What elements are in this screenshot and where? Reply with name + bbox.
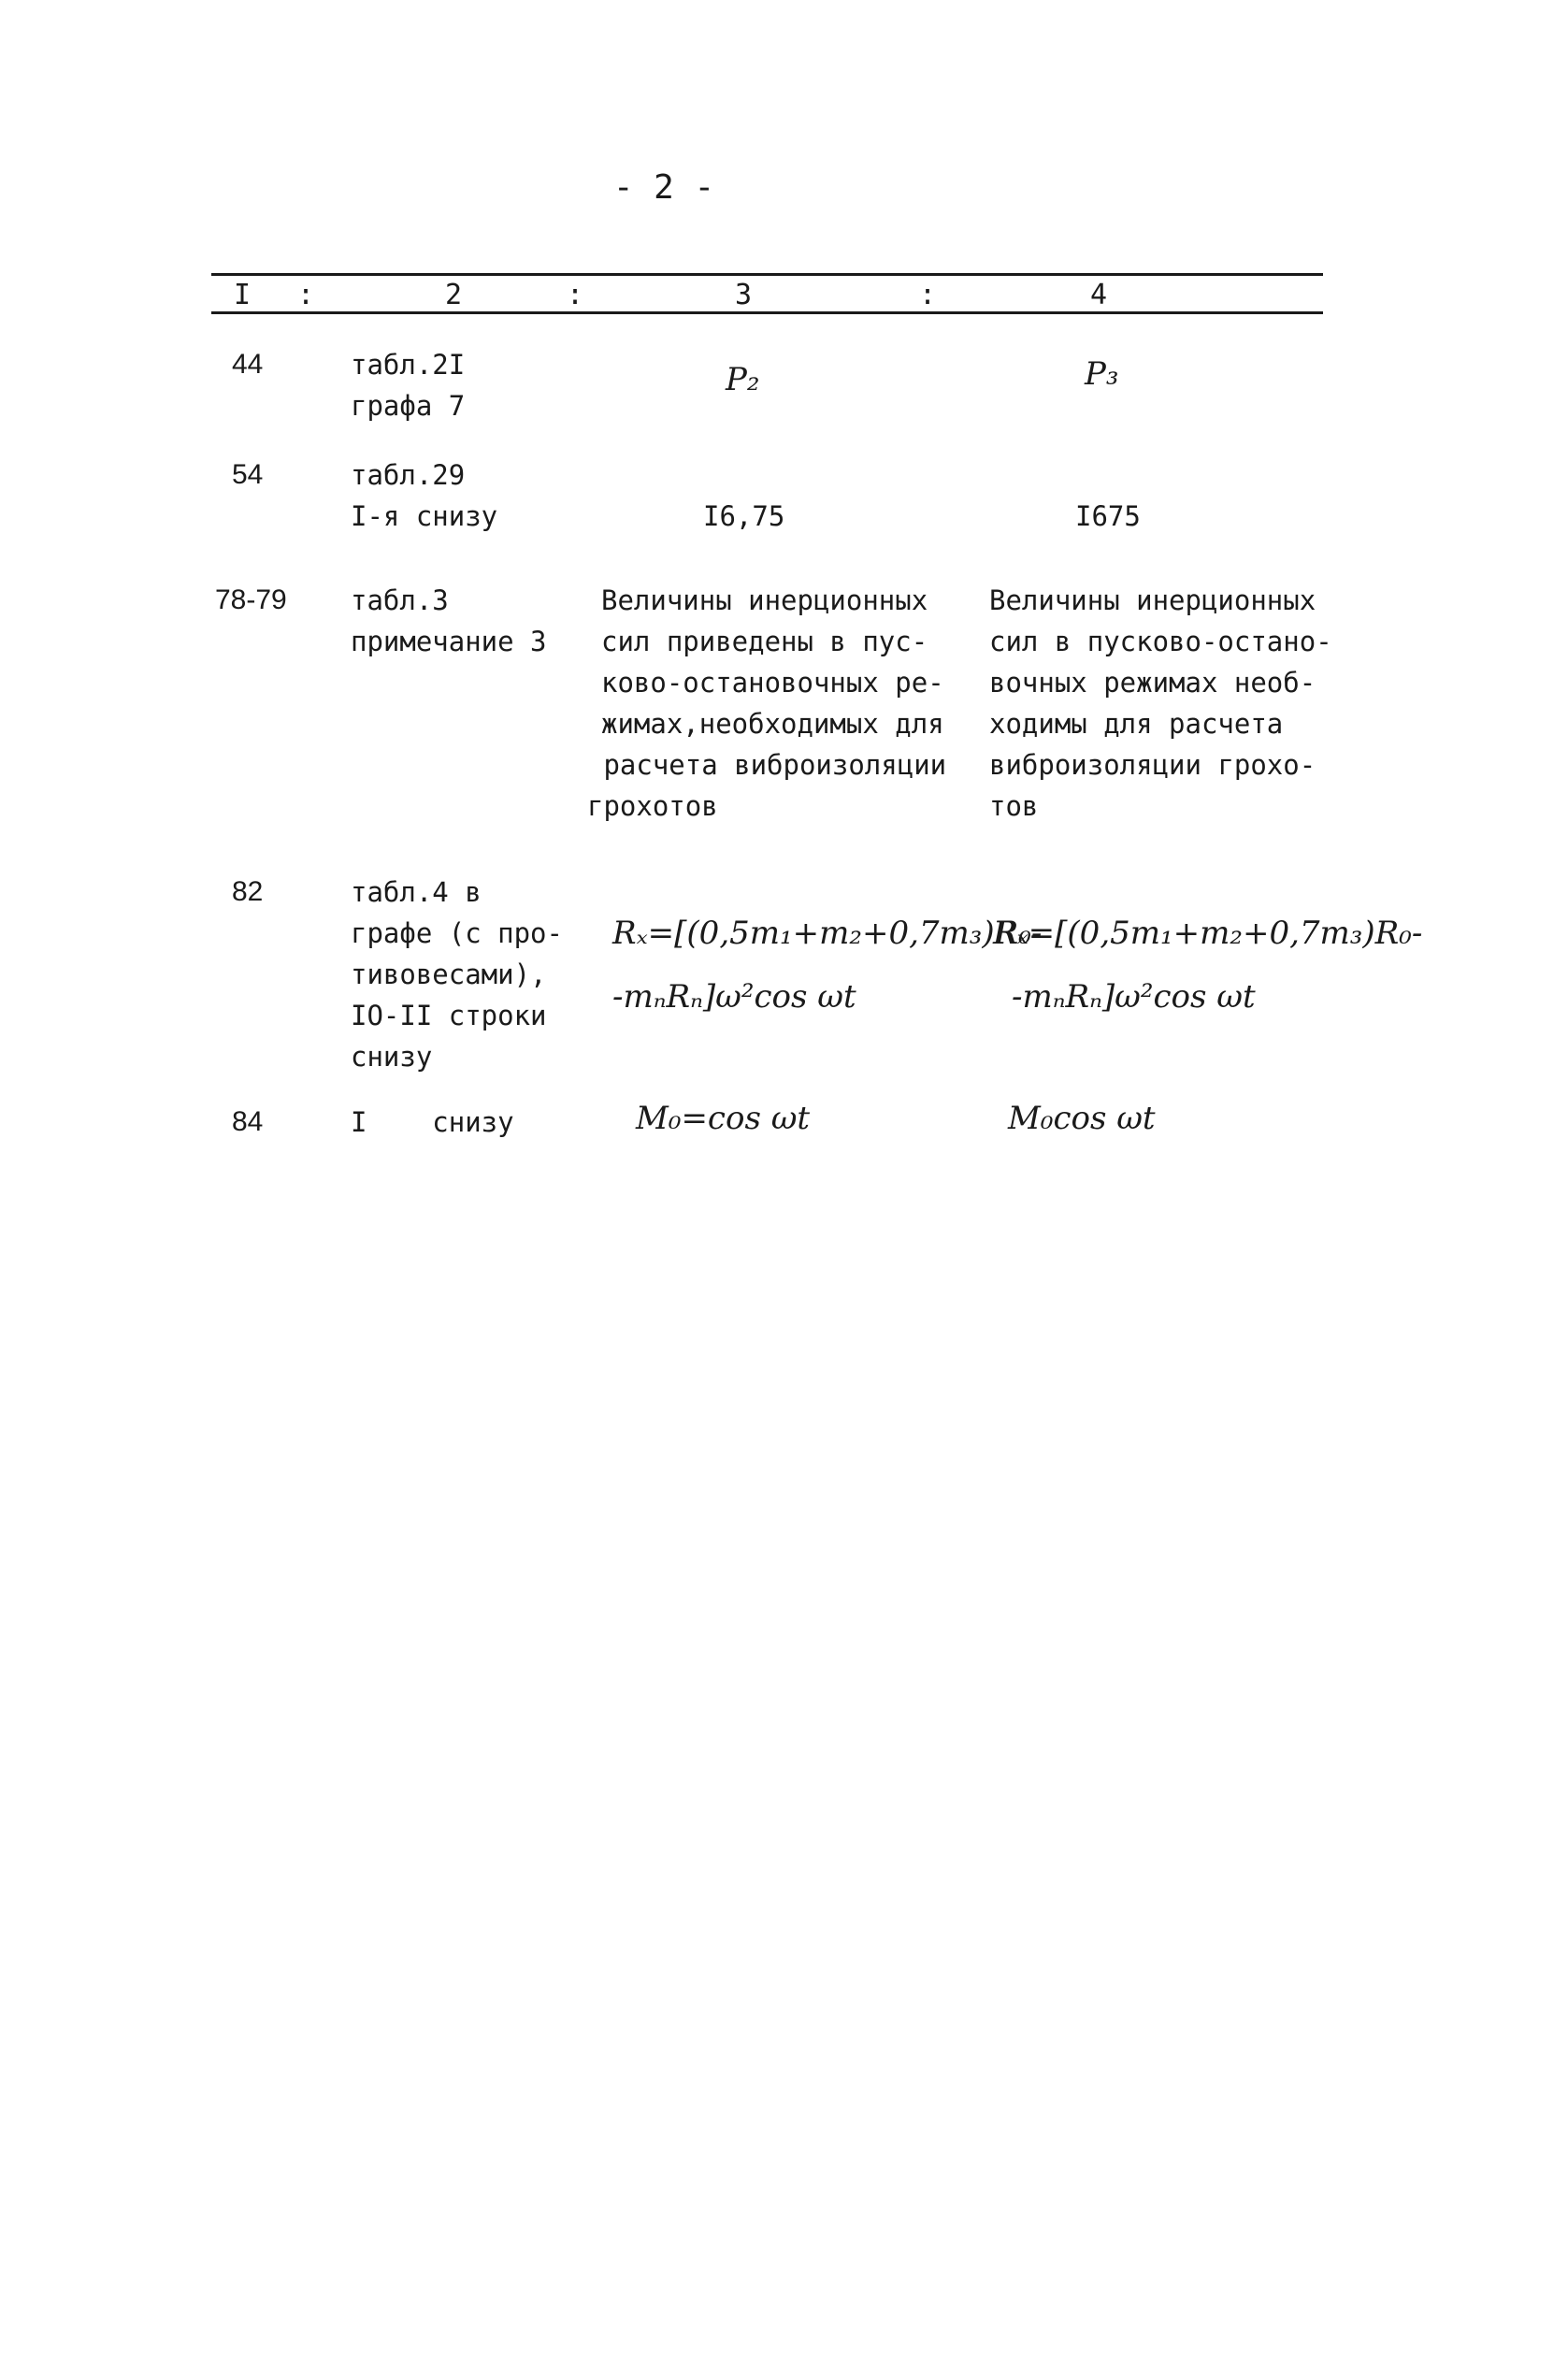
row-printed-82-formula-line-2: -mₙRₙ]ω²cos ωt	[612, 978, 856, 1016]
row-printed-78-79-line-1: Величины инерционных	[601, 584, 928, 616]
row-corrected-82-formula-line-2: -mₙRₙ]ω²cos ωt	[1012, 978, 1256, 1016]
row-corrected-78-79-line-5: виброизоляции грохо-	[989, 749, 1316, 781]
table-top-rule	[211, 273, 1323, 276]
table-header-rule	[211, 311, 1323, 314]
column-separator-3: :	[919, 279, 937, 311]
row-location-44-line-1: табл.2I	[351, 349, 466, 381]
row-printed-78-79-line-6: грохотов	[587, 790, 718, 822]
row-location-84: I снизу	[351, 1106, 514, 1138]
row-page-44: 44	[232, 349, 264, 380]
row-location-82-line-3: тивовесами),	[351, 959, 547, 990]
row-printed-82-formula-line-1: Rₓ=[(0,5m₁+m₂+0,7m₃)R₀-	[612, 915, 1043, 952]
row-corrected-54: I675	[1075, 500, 1141, 532]
row-corrected-78-79-line-3: вочных режимах необ-	[989, 667, 1316, 699]
column-separator-1: :	[297, 279, 315, 311]
row-page-78-79: 78-79	[215, 584, 287, 615]
row-corrected-78-79-line-1: Величины инерционных	[989, 584, 1316, 616]
row-printed-78-79-line-4: жимах,необходимых для	[601, 708, 944, 740]
column-separator-2: :	[567, 279, 584, 311]
row-corrected-78-79-line-4: ходимы для расчета	[989, 708, 1284, 740]
row-printed-44: P₂	[726, 361, 760, 398]
row-location-54-line-2: I-я снизу	[351, 500, 498, 532]
row-location-78-79-line-1: табл.3	[351, 584, 449, 616]
row-location-82-line-1: табл.4 в	[351, 876, 482, 908]
row-corrected-78-79-line-2: сил в пусково-остано-	[989, 626, 1332, 657]
row-page-54: 54	[232, 459, 264, 490]
row-corrected-78-79-line-6: тов	[989, 790, 1039, 822]
column-header-4: 4	[1090, 279, 1108, 311]
row-printed-78-79-line-5: расчета виброизоляции	[587, 749, 947, 781]
row-location-82-line-4: IO-II строки	[351, 1000, 547, 1031]
page-number: - 2 -	[612, 168, 715, 207]
row-printed-54: I6,75	[703, 500, 785, 532]
row-page-82: 82	[232, 876, 264, 907]
column-header-2: 2	[445, 279, 463, 311]
column-header-3: 3	[735, 279, 753, 311]
row-page-84: 84	[232, 1106, 264, 1137]
row-printed-84-formula: M₀=cos ωt	[636, 1100, 811, 1137]
row-corrected-44: P₃	[1085, 355, 1119, 393]
row-corrected-82-formula-line-1: Rₓ=[(0,5m₁+m₂+0,7m₃)R₀-	[993, 915, 1423, 952]
row-corrected-84-formula: M₀cos ωt	[1008, 1100, 1156, 1137]
row-location-54-line-1: табл.29	[351, 459, 466, 491]
row-printed-78-79-line-2: сил приведены в пус-	[601, 626, 928, 657]
row-location-44-line-2: графа 7	[351, 390, 466, 422]
row-location-82-line-5: снизу	[351, 1041, 433, 1073]
row-location-78-79-line-2: примечание 3	[351, 626, 547, 657]
column-header-1: I	[234, 279, 252, 311]
row-location-82-line-2: графе (с про-	[351, 917, 563, 949]
row-printed-78-79-line-3: ково-остановочных ре-	[601, 667, 944, 699]
